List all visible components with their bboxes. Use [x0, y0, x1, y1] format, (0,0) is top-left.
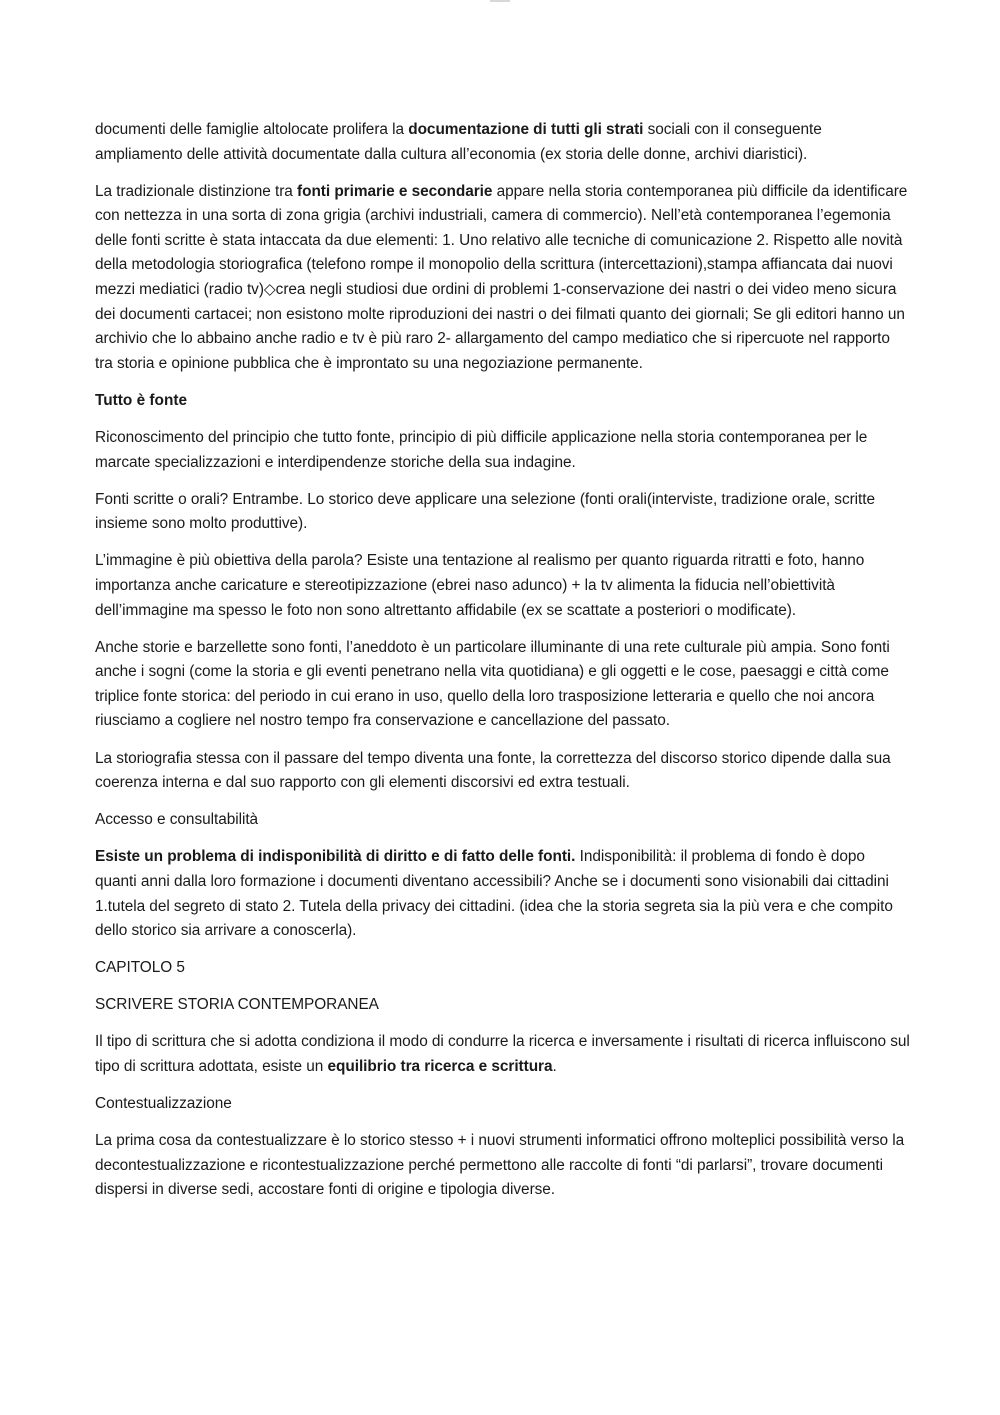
- paragraph-primary-secondary-sources: [95, 180, 910, 377]
- text-span: .: [552, 1058, 557, 1075]
- paragraph-documentation-strata: [95, 118, 910, 167]
- paragraph-historiography: La storiografia stessa con il passare del tempo diventa una fonte, la correttezza del discorso storico dipende dalla sua coerenza interna e dal suo rapporto con gli elementi discorsivi ed extra testuali.: [95, 749, 891, 792]
- bold-span: equilibrio tra ricerca e scrittura: [327, 1058, 553, 1075]
- paragraph-principle: Riconoscimento del principio che tutto fonte, principio di più difficile applicazione nella storia contemporanea per le marcate specializzazioni e interdipendenze storiche della sua indagine.: [95, 429, 868, 471]
- chapter-title: SCRIVERE STORIA CONTEMPORANEA: [95, 996, 379, 1014]
- section-heading-contextualization: Contestualizzazione: [95, 1095, 232, 1113]
- paragraph-contextualize-historian: La prima cosa da contestualizzare è lo storico stesso + i nuovi strumenti informatici offrono molteplici possibilità verso la decontestualizzazione e ricontestualizzazione perché permettono alle raccolte di fonti “di parlarsi”, trovare documenti dispersi in diverse sedi, accostare fonti di origine e tipologia diverse.: [95, 1132, 905, 1199]
- paragraph-image: L’immagine è più obiettiva della parola? Esiste una tentazione al realismo per quanto riguarda ritratti e foto, hanno importanza anche caricature e stereotipizzazione (ebrei naso adunco) + la tv alimenta la fiducia nell’obiettività dell’immagine ma spesso le foto non sono altrettanto affidabile (ex se scattate a posteriori o modificate).: [95, 552, 865, 619]
- paragraph-writing-research: [95, 1030, 910, 1079]
- text-span: sociali con il conseguente ampliamento delle attività documentate dalla cultura all’economia (ex storia delle donne, archivi diaristici).: [95, 121, 822, 163]
- bold-span: Tutto è fonte: [95, 391, 188, 409]
- bold-span: Esiste un problema di indisponibilità di diritto e di fatto delle fonti.: [95, 848, 576, 866]
- text-span: La tradizionale distinzione tra: [95, 182, 298, 200]
- section-heading-tutto-e-fonte: [95, 389, 910, 414]
- paragraph-unavailability: [95, 845, 910, 943]
- section-heading-access: Accesso e consultabilità: [95, 811, 259, 829]
- text-span: documenti delle famiglie altolocate prolifera la: [95, 121, 409, 138]
- text-span: Indisponibilità: il problema di fondo è dopo quanti anni dalla loro formazione i documenti diventano accessibili? Anche se i documenti sono visionabili dai cittadini 1.tutela del segreto di stato 2. Tutela della privacy dei cittadini. (idea che la storia segreta sia la più vera e che compito dello storico sia arrivare a conoscerla).: [95, 848, 893, 940]
- page-top-mark: [490, 0, 510, 2]
- bold-span: documentazione di tutti gli strati: [408, 121, 644, 138]
- text-span: Il tipo di scrittura che si adotta condiziona il modo di condurre la ricerca e inversamente i risultati di ricerca influiscono sul tipo di scrittura adottata, esiste un: [95, 1033, 910, 1075]
- chapter-label: CAPITOLO 5: [95, 959, 185, 977]
- document-page: [95, 118, 910, 1215]
- bold-span: fonti primarie e secondarie: [297, 182, 493, 200]
- text-span: appare nella storia contemporanea più difficile da identificare con nettezza in una sorta di zona grigia (archivi industriali, camera di commercio). Nell’età contemporanea l’egemonia delle fonti scritte è stata intaccata da due elementi: 1. Uno relativo alle tecniche di comunicazione 2. Rispetto alle novità della metodologia storiografica (telefono rompe il monopolio della scrittura (intercettazioni),stampa affiancata dai nuovi mezzi mediatici (radio tv)◇crea negli studiosi due ordini di problemi 1-conservazione dei nastri o dei video meno sicura dei documenti cartacei; non esistono molte riproduzioni dei nastri o dei filmati quanto dei giornali; Se gli editori hanno un archivio che lo abbaino anche radio e tv è più raro 2- allargamento del campo mediatico che si ripercuote nel rapporto tra storia e opinione pubblica che è improntato su una negoziazione permanente.: [95, 182, 908, 372]
- paragraph-written-oral: Fonti scritte o orali? Entrambe. Lo storico deve applicare una selezione (fonti orali(interviste, tradizione orale, scritte insieme sono molto produttive).: [95, 490, 876, 533]
- paragraph-stories-jokes: Anche storie e barzellette sono fonti, l’aneddoto è un particolare illuminante di una rete culturale più ampia. Sono fonti anche i sogni (come la storia e gli eventi penetrano nella vita quotidiana) e gli oggetti e le cose, paesaggi e città come triplice fonte storica: del periodo in cui erano in uso, quello della loro trasposizione letteraria e quello che noi ancora riusciamo a cogliere nel nostro tempo fra conservazione e cancellazione del passato.: [95, 638, 890, 730]
